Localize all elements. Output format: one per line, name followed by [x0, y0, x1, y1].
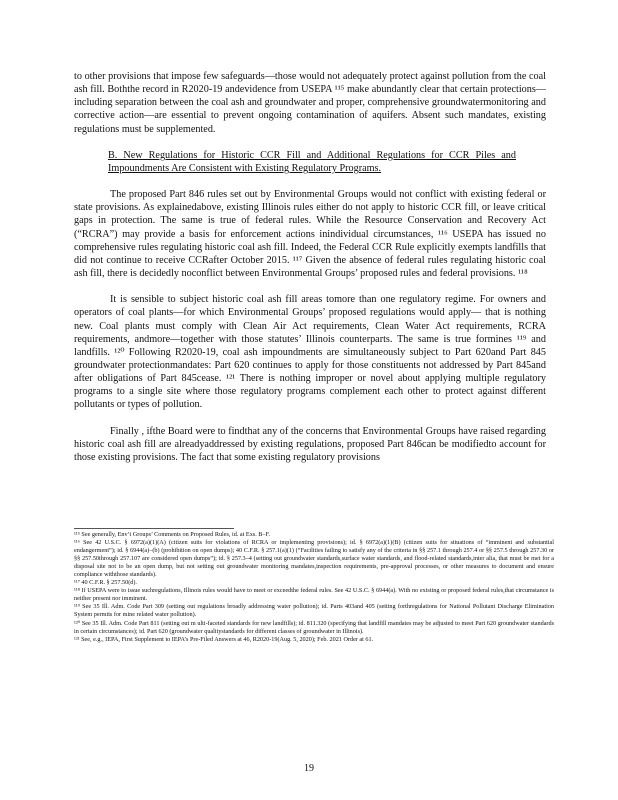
paragraph-consistency-text: The proposed Part 846 rules set out by Environmental Groups would not conflict with existing federal or state provisions. As explainedabove, existing Illinois rules either do not apply to historic CCR fill, or leave critical gaps in protection. The same is true of federal rules. While the Resource Conservation and Recovery Act (“RCRA”) may provide a basis for enforcement actions inindividual circumstances, ¹¹⁶ USEPA has issued no comprehensive rules regulating historic coal ash fill. Indeed, the Federal CCR Rule explicitly exempts landfills that did not continue to receive CCRafter October 2015. ¹¹⁷ Given the absence of federal rules regulating historic coal ash fill, there is decidedly noconflict between Environmental Groups’ proposed rules and federal provisions. ¹¹⁸ — [74, 189, 546, 280]
footnote-115: ¹¹⁵ See generally, Env’t Groups’ Comments on Proposed Rules, id. at Exs. B–F. — [74, 531, 271, 538]
paragraph-continued: to other provisions that impose few safeguards—those would not adequately protect against pollution from the coal ash fill. Boththe record in R2020-19 andevidence from USEPA ¹¹⁵ make abundantly clear that certain protections—including separation between the coal ash and groundwater and proper, comprehensive groundwatermonitoring and corrective action—are essential to prevent ongoing contamination of aquifers. Absent such mandates, existing regulations must be supplemented. — [74, 71, 546, 135]
footnote-117: ¹¹⁷ 40 C.F.R. § 257.50(d). — [74, 579, 137, 587]
paragraph-finally — [74, 425, 546, 464]
page-number: 19 — [304, 763, 314, 774]
paragraph-multiple-regimes-text: It is sensible to subject historic coal ash fill areas tomore than one regulatory regime. For owners and operators of coal plants—for which Environmental Groups’ proposed regulations would apply— that is nothing new. Coal plants must comply with Clean Air Act requirements, Clean Water Act requirements, RCRA requirements, andmore—together with those statutes’ Illinois counterparts. The same is true formines ¹¹⁹ and landfills. ¹²⁰ Following R2020-19, coal ash impoundments are simultaneously subject to Part 620and Part 845 groundwater protectionmandates: Part 620 continues to apply for those constituents not addressed by Part 845and after obligations of Part 845cease. ¹²¹ There is nothing improper or novel about applying multiple regulatory programs to a single site where those regulatory programs complement each other to protect against different pollutants or types of pollution. — [74, 294, 546, 411]
footnote-118: ¹¹⁸ If USEPA were to issue suchregulations, Illinois rules would have to meet or exceedthe federal rules. See 42 U.S.C. § 6944(a). With no existing or proposed federal rules,that circumstance is neither present nor imminent. — [74, 587, 554, 603]
footnote-121: ¹²¹ See, e.g., IEPA, First Supplement to IEPA’s Pre-Filed Answers at 46, R2020-19(Aug. 5, 2020); Feb. 2021 Order at 61. — [74, 635, 374, 643]
footnote-120: ¹²⁰ See 35 Ill. Adm. Code Part 811 (setting out m ulti-faceted standards for new landfills); id. 811.320 (specifying that landfill mandates may be adjusted to meet Part 620 groundwater standards in certain circumstances); id. Part 620 (groundwater qualitystandards for different classes of groundwater in Illinois). — [74, 619, 554, 635]
document-body — [74, 70, 546, 477]
paragraph-multiple-regimes — [74, 293, 546, 411]
footnote-divider — [74, 528, 234, 529]
footnotes — [74, 531, 554, 644]
section-heading-b: B. New Regulations for Historic CCR Fill and Additional Regulations for CCR Piles and Impoundments Are Consistent with Existing Regulatory Programs. — [108, 149, 516, 174]
footnote-116: ¹¹⁶ See 42 U.S.C. § 6972(a)(1)(A) (citizen suits for violations of RCRA or implementing provisions); id. § 6972(a)(1)(B) (citizen suits for situations of “imminent and substantial endangerment”); id. § 6944(a)–(b) (prohibition on open dumps); 40 C.F.R. § 257.1(a)(1) (“Facilities failing to satisfy any of the criteria in §§ 257.1 through 257.4 or §§ 257.5 through 257.30 or §§ 257.50through 257.107 are considered open dumps”); id. § 257.3–4 (setting out groundwater standards,surface water standards, and flood-related standards,inter alia, that must be met for a disposal site not to be an open dump, but not setting out groundwater monitoring mandates,inspection requirements, pre-approval processes, or other measures to document and ensure compliance withthose standards). — [74, 539, 554, 579]
paragraph-finally-text: Finally , ifthe Board were to findthat any of the concerns that Environmental Groups have raised regarding historic coal ash fill are alreadyaddressed by existing regulations, proposed Part 846can be modifiedto account for those existing provisions. The fact that some existing regulatory provisions — [74, 425, 546, 463]
paragraph-consistency — [74, 188, 546, 280]
footnote-119: ¹¹⁹ See 35 Ill. Adm. Code Part 309 (setting out regulations broadly addressing water pollution); id. Parts 403and 405 (setting forthregulations for National Pollutant Discharge Elimination System permits for mine related water pollution). — [74, 603, 554, 619]
